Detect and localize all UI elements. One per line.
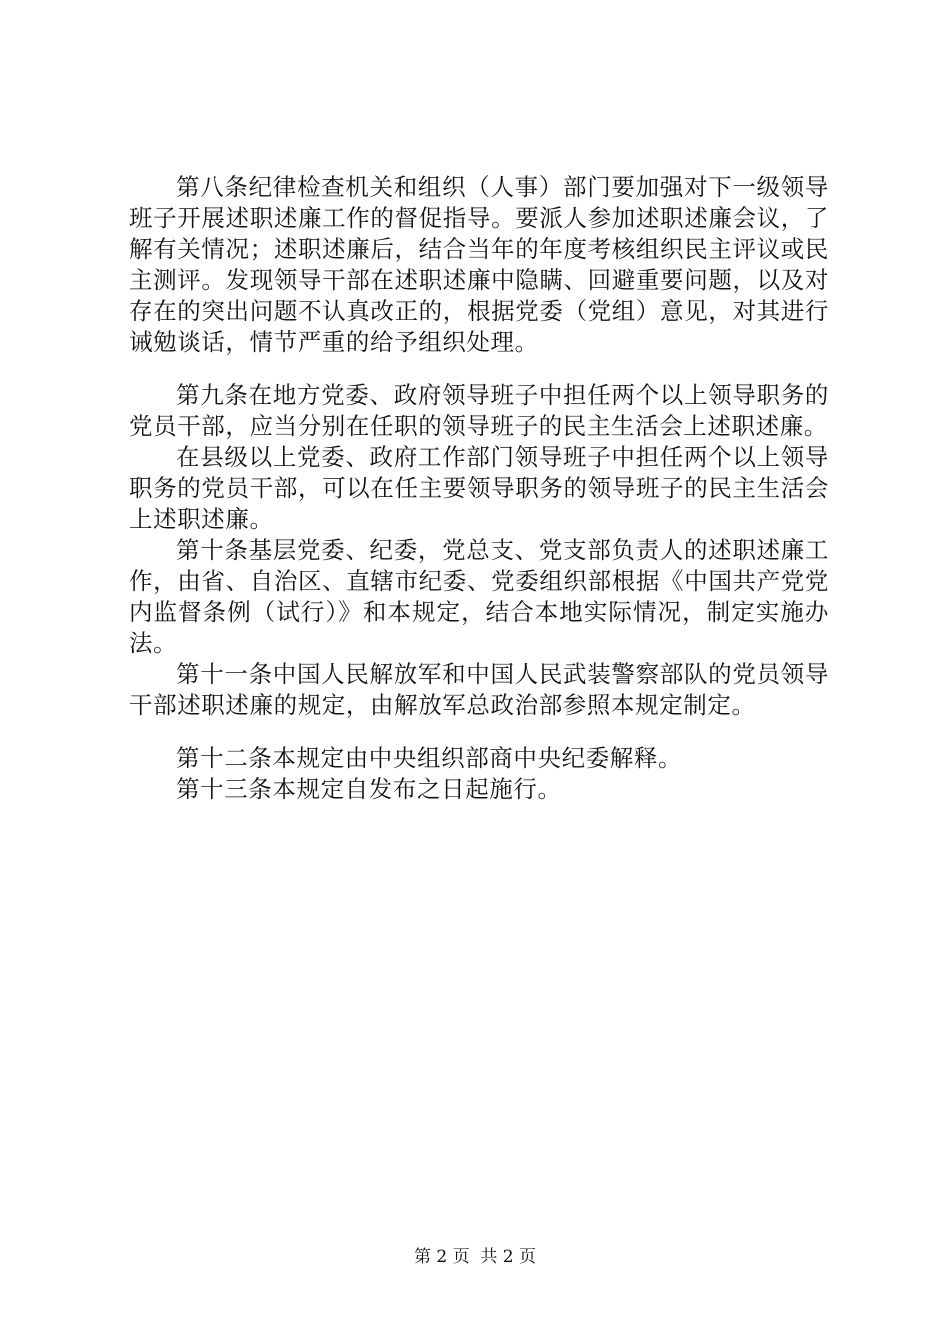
- article-11-paragraph: 第十一条中国人民解放军和中国人民武装警察部队的党员领导干部述职述廉的规定，由解放军总政治部参照本规定制定。: [129, 660, 829, 719]
- article-13-paragraph: 第十三条本规定自发布之日起施行。: [176, 775, 562, 803]
- article-9-paragraph: 第九条在地方党委、政府领导班子中担任两个以上领导职务的党员干部，应当分别在任职的领导班子的民主生活会上述职述廉。: [129, 381, 829, 440]
- article-8-paragraph: 第八条纪律检查机关和组织（人事）部门要加强对下一级领导班子开展述职述廉工作的督促指导。要派人参加述职述廉会议，了解有关情况；述职述廉后，结合当年的年度考核组织民主评议或民主测评。发现领导干部在述职述廉中隐瞒、回避重要问题，以及对存在的突出问题不认真改正的，根据党委（党组）意见，对其进行诫勉谈话，情节严重的给予组织处理。: [129, 173, 829, 356]
- page-footer: [0, 1246, 950, 1268]
- document-body: [129, 172, 829, 805]
- article-9-second-paragraph: 在县级以上党委、政府工作部门领导班子中担任两个以上领导职务的党员干部，可以在任主要领导职务的领导班子的民主生活会上述职述廉。: [129, 443, 829, 533]
- page-number-label: 第 2 页 共 2 页: [413, 1247, 537, 1267]
- article-10-paragraph: 第十条基层党委、纪委，党总支、党支部负责人的述职述廉工作，由省、自治区、直辖市纪委、党委组织部根据《中国共产党党内监督条例（试行）》和本规定，结合本地实际情况，制定实施办法。: [129, 536, 829, 657]
- article-12-paragraph: 第十二条本规定由中央组织部商中央纪委解释。: [176, 744, 683, 772]
